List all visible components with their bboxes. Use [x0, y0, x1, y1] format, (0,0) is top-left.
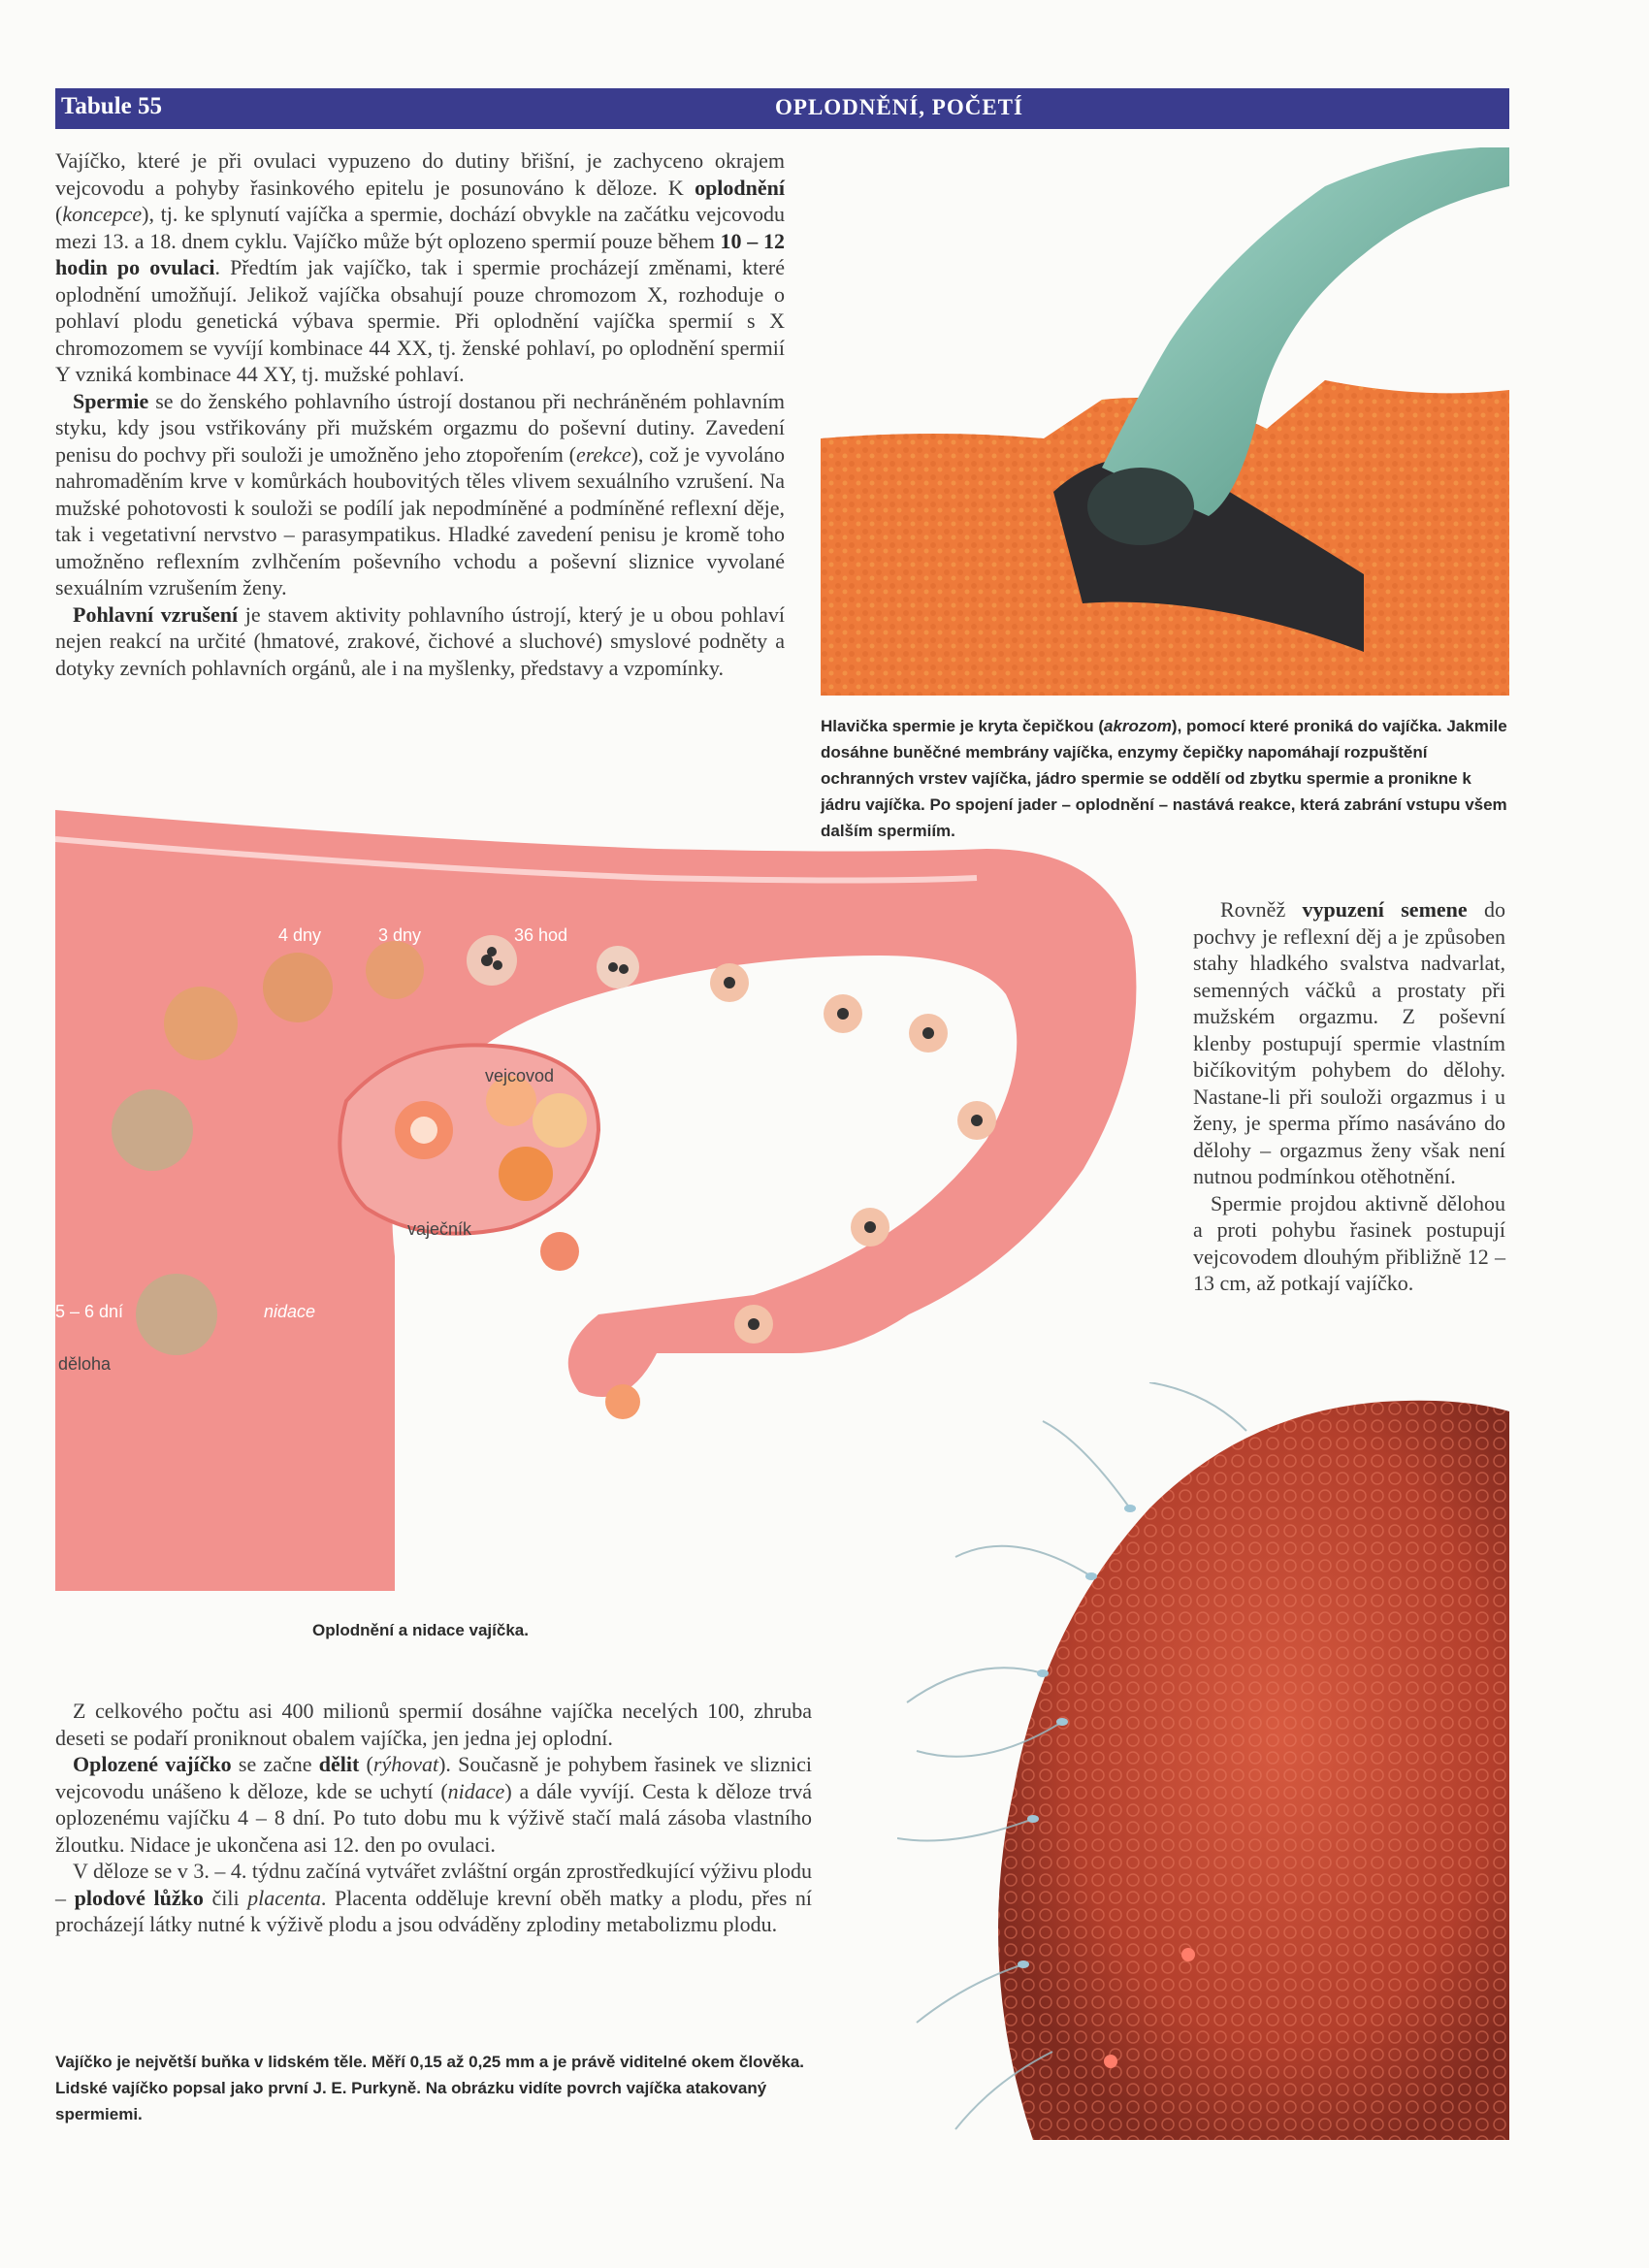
- caption-egg: Vajíčko je největší buňka v lidském těle. Měří 0,15 až 0,25 mm a je právě viditelné okem člověka. Lidské vajíčko popsal jako první J. E. Purkyně. Na obrázku vidíte povrch vajíčka atakovaný spermiemi.: [55, 2053, 805, 2123]
- page-header: [55, 88, 1509, 129]
- page-title: OPLODNĚNÍ, POČETÍ: [775, 95, 1023, 119]
- caption-diagram: Oplodnění a nidace vajíčka.: [312, 1621, 529, 1639]
- label-uterus: děloha: [58, 1354, 112, 1374]
- egg-surface-photo: [897, 1382, 1509, 2140]
- paragraph-cleavage: Oplozené vajíčko se začne dělit (rýhovat). Současně je pohybem řasinek ve sliznici vejcovodu unášeno k děloze, kde se uchytí (nidace) a dále vyvíjí. Cesta k děloze trvá oplozenému vajíčku 4 – 8 dní. Po tuto dobu mu k výživě stačí malá zásoba vlastního žloutku. Nidace je ukončena asi 12. den po ovulaci.: [55, 1752, 813, 1857]
- right-text: [1193, 896, 1505, 1297]
- label-ovary: vaječník: [407, 1219, 472, 1239]
- label-5-6-days: 5 – 6 dní: [55, 1302, 124, 1321]
- caption-sperm: Hlavička spermie je kryta čepičkou (akrozom), pomocí které proniká do vajíčka. Jakmile dosáhne buněčné membrány vajíčka, enzymy čepičky napomáhají rozpuštění ochranných vrstev vajíčka, jádro spermie se oddělí od zbytku spermie a pronikne k jádru vajíčka. Po spojení jader – oplodnění – nastává reakce, která zabrání vstupu všem dalším spermiím.: [821, 717, 1507, 840]
- paragraph-placenta: V děloze se v 3. – 4. týdnu začíná vytvářet zvláštní orgán zprostředkující výživu plodu – plodové lůžko čili placenta. Placenta odděluje krevní oběh matky a plodu, přes ní procházejí látky nutné k výživě plodu a jsou odváděny zplodiny metabolizmu plodu.: [55, 1859, 813, 1936]
- paragraph-migration: Spermie projdou aktivně dělohou a proti pohybu řasinek postupují vejcovodem dlouhým přibližně 12 – 13 cm, až potkají vajíčko.: [1193, 1190, 1505, 1295]
- label-oviduct: vejcovod: [485, 1066, 555, 1085]
- intro-text: [55, 147, 785, 681]
- label-4-days: 4 dny: [278, 925, 322, 945]
- plate-number: Tabule 55: [61, 93, 162, 119]
- paragraph-ejaculation: Rovněž vypuzení semene do pochvy je reflexní děj a je způsoben stahy hladkého svalstva nadvarlat, semenných váčků a prostaty při mužském orgazmu. Z poševní klenby postupují spermie vlastním bičíkovitým pohybem do dělohy. Nastane-li při souloži orgazmus i u ženy, je sperma přímo nasáváno do dělohy – orgazmus ženy však není nutnou podmínkou otěhotnění.: [1193, 897, 1505, 1188]
- paragraph-sperm: Spermie se do ženského pohlavního ústrojí dostanou při nechráněném pohlavním styku, kdy jsou vstřikovány při mužském orgazmu do poševní dutiny. Zavedení penisu do pochvy při souloži je umožněno jeho ztopořením (erekce), což je vyvoláno nahromaděním krve v komůrkách houbovitých těles vlivem sexuálního vzrušení. Na mužské pohotovosti k souloži se podílí jak nepodmíněné a podmíněné reflexní děje, tak i vegetativní nervstvo – parasympatikus. Hladké zavedení penisu je kromě toho umožněno reflexním zvlhčením poševního vchodu a poševní sliznice vyvolané sexuálním vzrušením ženy.: [55, 388, 786, 599]
- label-36-hours: 36 hod: [514, 925, 568, 945]
- label-3-days: 3 dny: [378, 925, 422, 945]
- paragraph-sperm-count: Z celkového počtu asi 400 milionů spermií dosáhne vajíčka necelých 100, zhruba deseti se podaří proniknout obalem vajíčka, jen jedna jej oplodní.: [55, 1699, 812, 1750]
- paragraph-arousal: Pohlavní vzrušení je stavem aktivity pohlavního ústrojí, který je u obou pohlaví nejen reakcí na určité (hmatové, zrakové, čichové a sluchové) smyslové podněty a dotyky zevních pohlavních orgánů, ale i na myšlenky, představy a vzpomínky.: [55, 601, 785, 680]
- label-nidation: nidace: [264, 1302, 316, 1321]
- bottom-text: [55, 1698, 812, 1938]
- released-egg: [605, 1384, 640, 1419]
- sperm-penetration-photo: [821, 147, 1509, 696]
- paragraph-fertilization: Vajíčko, které je při ovulaci vypuzeno do dutiny břišní, je zachyceno okrajem vejcovodu a pohyby řasinkového epitelu je posunováno k děloze. K oplodnění (koncepce), tj. ke splynutí vajíčka a spermie, dochází obvykle na začátku vejcovodu mezi 13. a 18. dnem cyklu. Vajíčko může být oplozeno spermií pouze během 10 – 12 hodin po ovulaci. Předtím jak vajíčko, tak i spermie procházejí změnami, které oplodnění umožňují. Jelikož vajíčka obsahují pouze chromozom X, rozhoduje o pohlaví plodu genetická výbava spermie. Při oplodnění vajíčka spermií s X chromozomem se vyvíjí kombinace 44 XX, tj. ženské pohlaví, po oplodnění spermií Y vzniká kombinace 44 XY, tj. mužské pohlaví.: [55, 148, 785, 386]
